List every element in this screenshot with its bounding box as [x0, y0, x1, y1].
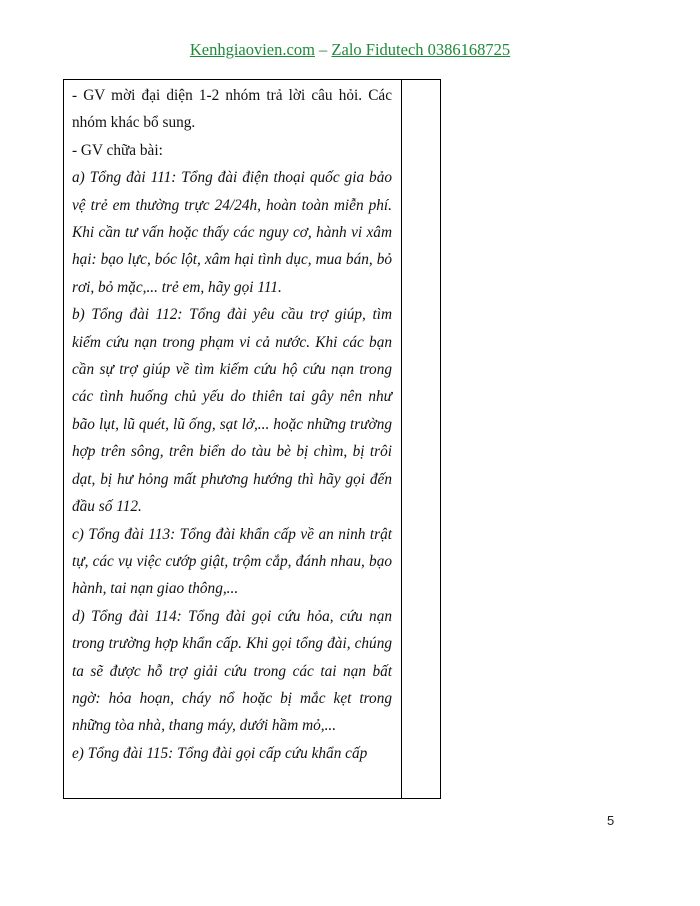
- answer-item-c: c) Tổng đài 113: Tổng đài khẩn cấp về an ninh trật tự, các vụ việc cướp giật, trộm cắp, đánh nhau, bạo hành, tai nạn giao thông,...: [72, 525, 392, 598]
- answer-item-e: e) Tổng đài 115: Tổng đài gọi cấp cứu khẩn cấp: [72, 744, 368, 762]
- answer-item-b: b) Tổng đài 112: Tổng đài yêu cầu trợ giúp, tìm kiếm cứu nạn trong phạm vi cả nước. Khi các bạn cần sự trợ giúp về tìm kiếm cứu hộ cứu nạn trong các tình huống chủ yếu do thiên tai gây nên như bão lụt, lũ quét, lũ ống, sạt lở,... hoặc những trường hợp trên sông, trên biển do tàu bè bị chìm, bị trôi dạt, bị hư hỏng mất phương hướng thì hãy gọi đến đầu số 112.: [72, 306, 392, 516]
- activity-cell: [72, 82, 392, 767]
- answer-item-d: d) Tổng đài 114: Tổng đài gọi cứu hỏa, cứu nạn trong trường hợp khẩn cấp. Khi gọi tổng đài, chúng ta sẽ được hỗ trợ giải cứu trong các tai nạn bất ngờ: hỏa hoạn, cháy nổ hoặc bị mắc kẹt trong những tòa nhà, thang máy, dưới hầm mỏ,...: [72, 607, 392, 735]
- header-separator: –: [314, 40, 332, 59]
- contact-link[interactable]: Zalo Fidutech 0386168725: [331, 40, 511, 59]
- page-number: 5: [607, 813, 615, 828]
- answer-item-a: a) Tổng đài 111: Tổng đài điện thoại quốc gia bảo vệ trẻ em thường trực 24/24h, hoàn toàn miễn phí. Khi cần tư vấn hoặc thấy các nguy cơ, hành vi xâm hại: bạo lực, bóc lột, xâm hại tình dục, mua bán, bỏ rơi, bỏ mặc,... trẻ em, hãy gọi 111.: [72, 169, 392, 296]
- expected-outcome-cell: [402, 80, 440, 798]
- page-header: [0, 40, 700, 60]
- instruction-line: - GV mời đại diện 1-2 nhóm trả lời câu hỏi. Các nhóm khác bổ sung.: [72, 87, 392, 132]
- site-link[interactable]: Kenhgiaovien.com: [189, 40, 315, 59]
- instruction-line: - GV chữa bài:: [72, 141, 163, 159]
- lesson-table: [63, 79, 441, 799]
